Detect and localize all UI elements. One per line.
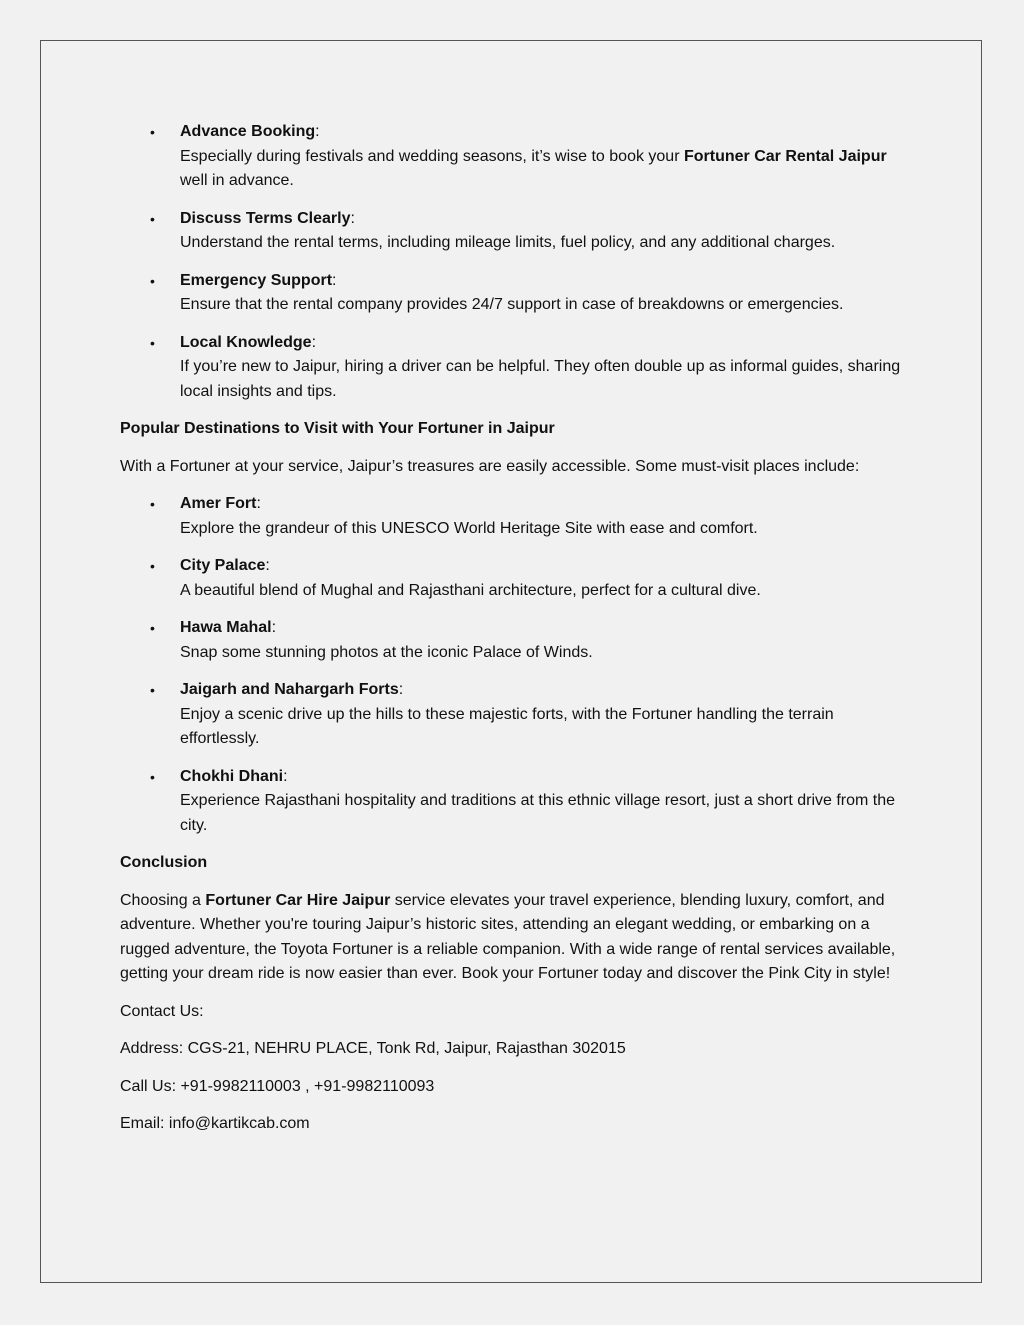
tip-title: Local Knowledge	[180, 333, 312, 351]
bullet-icon: •	[150, 496, 155, 512]
conclusion-text: Choosing a	[120, 891, 206, 909]
bullet-icon: •	[150, 682, 155, 698]
tip-desc: If you’re new to Jaipur, hiring a driver can be helpful. They often double up as informal guides, sharing local insights and tips.	[180, 358, 901, 400]
tip-title: Emergency Support	[180, 271, 333, 289]
contact-email: Email: info@kartikcab.com	[120, 1115, 310, 1132]
destination-title: Hawa Mahal	[180, 619, 272, 636]
tip-title: Advance Booking	[180, 123, 316, 140]
bullet-icon: •	[150, 620, 155, 636]
tip-desc: Especially during festivals and wedding seasons, it’s wise to book your	[180, 147, 684, 165]
tips-list	[120, 120, 910, 404]
destination-desc: Snap some stunning photos at the iconic Palace of Winds.	[180, 643, 593, 661]
destination-title: Amer Fort	[180, 495, 257, 512]
list-item	[120, 207, 910, 256]
list-item	[120, 554, 910, 603]
contact-address: Address: CGS-21, NEHRU PLACE, Tonk Rd, Jaipur, Rajasthan 302015	[120, 1040, 626, 1057]
bullet-icon: •	[150, 124, 155, 140]
bullet-icon: •	[150, 558, 155, 574]
colon: :	[283, 767, 288, 785]
conclusion-paragraph	[120, 889, 910, 987]
contact-label: Contact Us:	[120, 1002, 204, 1020]
colon: :	[332, 271, 337, 289]
destination-title: Jaigarh and Nahargarh Forts	[180, 681, 399, 698]
colon: :	[315, 123, 320, 140]
bullet-icon: •	[150, 334, 155, 351]
destination-title: Chokhi Dhani	[180, 767, 284, 785]
destination-desc: Experience Rajasthani hospitality and traditions at this ethnic village resort, just a short drive from the city.	[180, 792, 896, 834]
conclusion-text: service elevates your travel experience, blending luxury, comfort, and adventure. Whether you're touring Jaipur’s historic sites, attending an elegant wedding, or embarking on a rugged adventure, the Toyota Fortuner is a reliable companion. With a wide range of rental services available, getting your dream ride is now easier than ever. Book your Fortuner today and discover the Pink City in style!	[120, 891, 896, 982]
colon: :	[265, 557, 270, 574]
document-content	[120, 120, 910, 1150]
list-item	[120, 269, 910, 318]
list-item	[120, 616, 910, 665]
contact-phone: Call Us: +91-9982110003 , +91-9982110093	[120, 1077, 435, 1095]
colon: :	[350, 209, 355, 227]
destination-desc: Explore the grandeur of this UNESCO World Heritage Site with ease and comfort.	[180, 519, 758, 537]
colon: :	[398, 681, 404, 698]
conclusion-heading: Conclusion	[120, 854, 208, 871]
destination-desc: Enjoy a scenic drive up the hills to these majestic forts, with the Fortuner handling the terrain effortlessly.	[180, 705, 834, 747]
destinations-heading: Popular Destinations to Visit with Your Fortuner in Jaipur	[120, 420, 555, 437]
list-item	[120, 331, 910, 405]
bullet-icon: •	[150, 768, 155, 785]
bullet-icon: •	[150, 210, 155, 227]
bullet-icon: •	[150, 272, 155, 289]
tip-desc: Ensure that the rental company provides 24/7 support in case of breakdowns or emergencies.	[180, 296, 844, 313]
destinations-list	[120, 492, 910, 838]
destination-title: City Palace	[180, 557, 266, 574]
tip-desc: well in advance.	[180, 172, 294, 189]
list-item	[120, 120, 910, 194]
list-item	[120, 678, 910, 752]
colon: :	[271, 619, 277, 636]
list-item	[120, 765, 910, 839]
list-item	[120, 492, 910, 541]
tip-desc: Understand the rental terms, including mileage limits, fuel policy, and any additional charges.	[180, 234, 836, 251]
destinations-intro: With a Fortuner at your service, Jaipur’s treasures are easily accessible. Some must-visit places include:	[120, 457, 860, 475]
colon: :	[256, 495, 261, 512]
conclusion-bold: Fortuner Car Hire Jaipur	[205, 891, 391, 909]
colon: :	[311, 333, 317, 351]
destination-desc: A beautiful blend of Mughal and Rajasthani architecture, perfect for a cultural dive.	[180, 581, 761, 599]
tip-title: Discuss Terms Clearly	[180, 209, 351, 227]
tip-desc-bold: Fortuner Car Rental Jaipur	[683, 147, 887, 165]
